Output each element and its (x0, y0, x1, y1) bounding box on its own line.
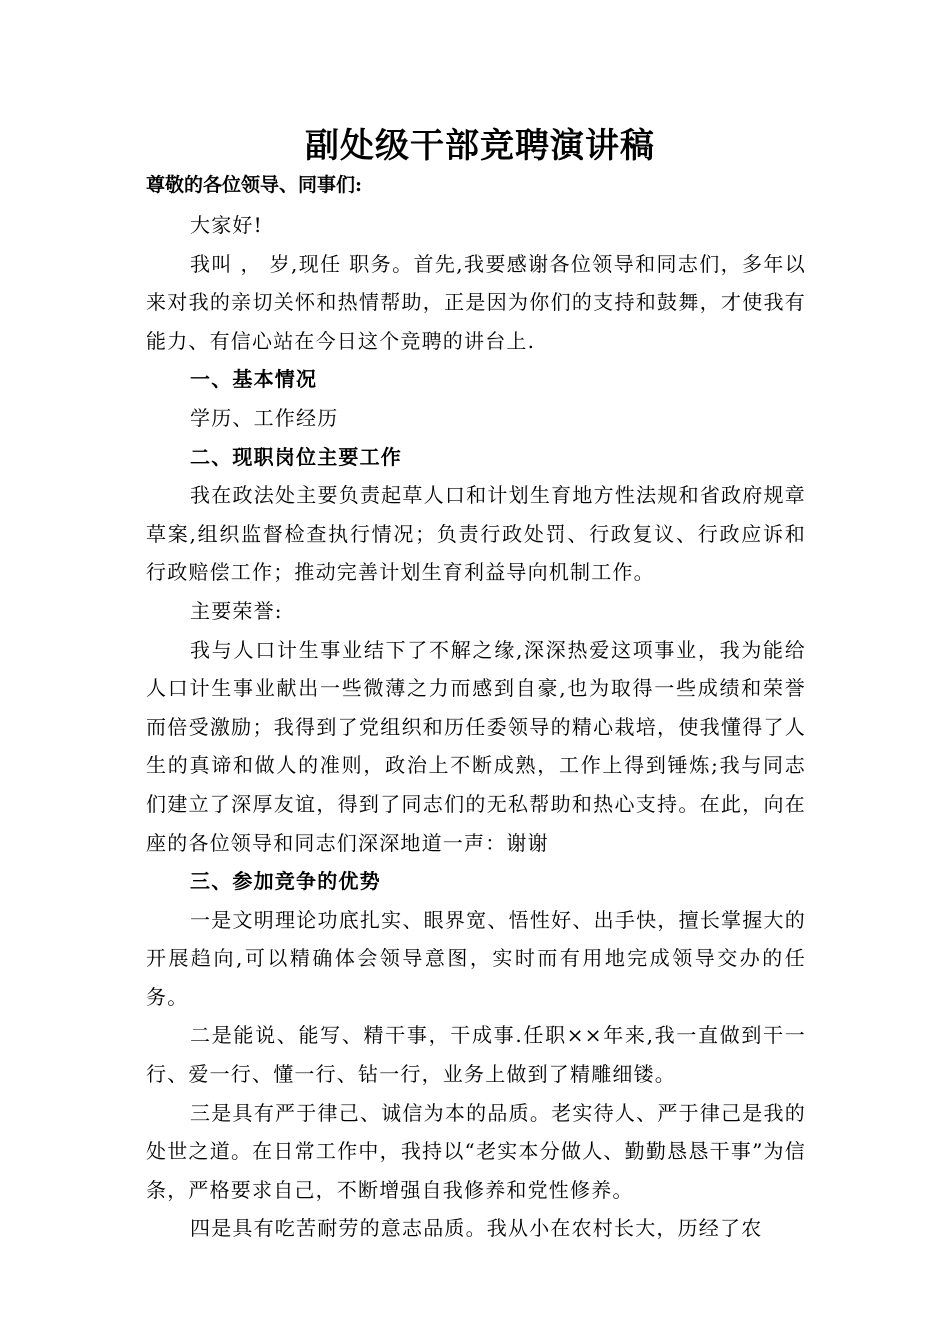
paragraph: 学历、工作经历 (190, 405, 339, 430)
paragraph: 一是文明理论功底扎实、眼界宽、悟性好、出手快，擅长掌握大的开展趋向,可以精确体会领导意图，实时而有用地完成领导交办的任务。 (146, 907, 806, 1009)
paragraph: 四是具有吃苦耐劳的意志品质。我从小在农村长大，历经了农 (190, 1216, 763, 1241)
document-body (146, 206, 806, 1248)
paragraph: 我在政法处主要负责起草人口和计划生育地方性法规和省政府规章草案,组织监督检查执行情况；负责行政处罚、行政复议、行政应诉和行政赔偿工作；推动完善计划生育利益导向机制工作。 (146, 483, 806, 585)
salutation: 尊敬的各位领导、同事们: (146, 174, 363, 196)
document-title: 副处级干部竞聘演讲稿 (305, 126, 655, 166)
section-heading: 一、基本情况 (190, 367, 318, 392)
document-page (146, 120, 806, 1248)
paragraph: 我与人口计生事业结下了不解之缘,深深热爱这项事业，我为能给人口计生事业献出一些微薄之力而感到自豪,也为取得一些成绩和荣誉而倍受激励；我得到了党组织和历任委领导的精心栽培，使我懂得了人生的真谛和做人的准则，政治上不断成熟，工作上得到锤炼;我与同志们建立了深厚友谊，得到了同志们的无私帮助和热心支持。在此，向在座的各位领导和同志们深深地道一声：谢谢 (146, 637, 806, 855)
paragraph: 主要荣誉: (190, 598, 283, 623)
paragraph: 大家好! (190, 213, 263, 237)
section-heading: 三、参加竞争的优势 (190, 869, 381, 894)
paragraph: 三是具有严于律己、诚信为本的品质。老实待人、严于律己是我的处世之道。在日常工作中，我持以“老实本分做人、勤勤恳恳干事”为信条，严格要求自己，不断增强自我修养和党性修养。 (146, 1100, 806, 1202)
paragraph: 二是能说、能写、精干事，干成事.任职××年来,我一直做到干一行、爱一行、懂一行、钻一行，业务上做到了精雕细镂。 (146, 1023, 806, 1087)
paragraph: 我叫 ， 岁,现任 职务。首先,我要感谢各位领导和同志们，多年以来对我的亲切关怀和热情帮助，正是因为你们的支持和鼓舞，才使我有能力、有信心站在今日这个竞聘的讲台上. (146, 251, 806, 353)
section-heading: 二、现职岗位主要工作 (190, 444, 402, 469)
